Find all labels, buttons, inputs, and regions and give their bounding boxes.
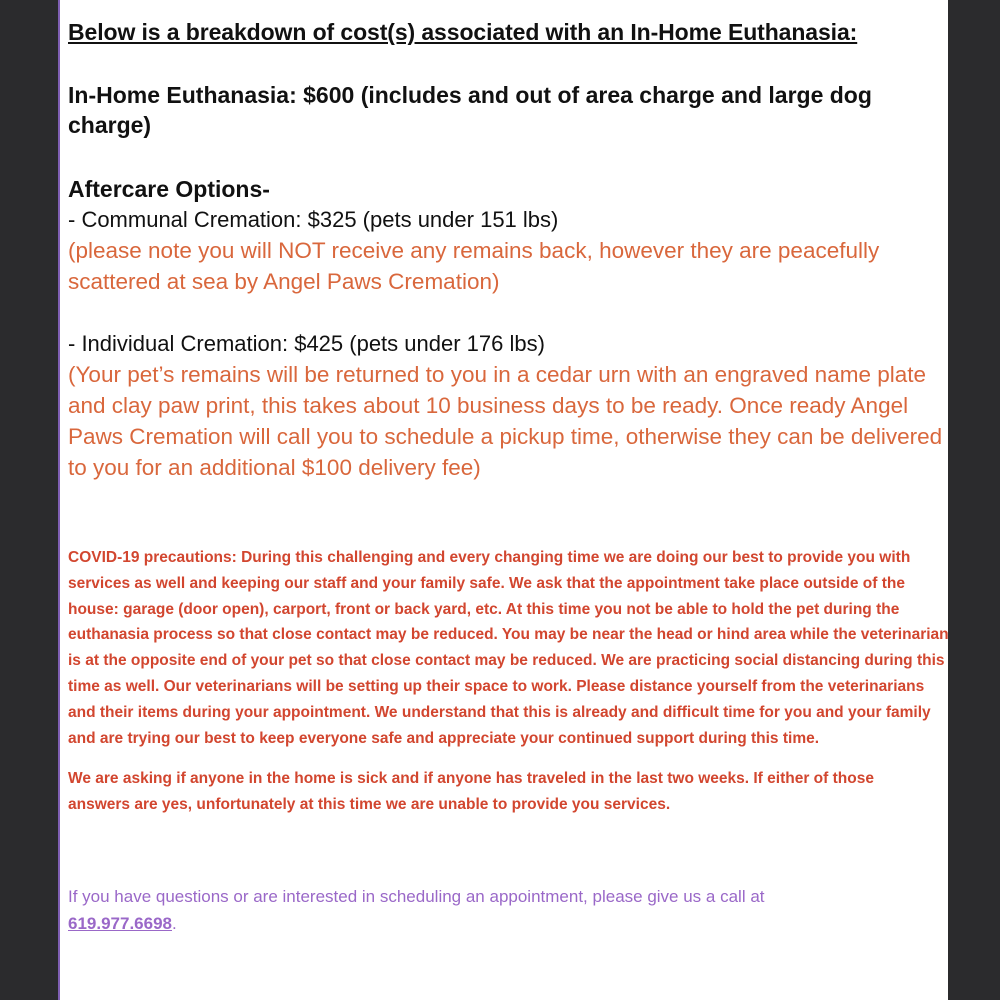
contact-paragraph	[68, 883, 848, 937]
aftercare-options-title: Aftercare Options-	[68, 176, 270, 202]
communal-cremation-line: - Communal Cremation: $325 (pets under 151 lbs)	[68, 207, 559, 232]
covid-precautions-paragraph: COVID-19 precautions: During this challenging and every changing time we are doing our best to provide you with services as well and keeping our staff and your family safe. We ask that the appointment take place outside of the house: garage (door open), carport, front or back yard, etc. At this time you not be able to hold the pet during the euthanasia process so that close contact may be reduced. You may be near the head or hind area while the veterinarian is at the opposite end of your pet so that close contact may be reduced. We are practicing social distancing during this time as well. Our veterinarians will be setting up their space to work. Please distance yourself from the veterinarians and their items during your appointment. We understand that this is already and difficult time for you and your family and are trying our best to keep everyone safe and appreciate your continued support during this time.	[68, 549, 949, 747]
individual-cremation-line: - Individual Cremation: $425 (pets under 176 lbs)	[68, 331, 545, 356]
cost-breakdown-heading: Below is a breakdown of cost(s) associated with an In-Home Euthanasia:	[68, 19, 858, 45]
euthanasia-price-line: In-Home Euthanasia: $600 (includes and out of area charge and large dog charge)	[68, 82, 872, 138]
sick-travel-paragraph: We are asking if anyone in the home is sick and if anyone has traveled in the last two weeks. If either of those answers are yes, unfortunately at this time we are unable to provide you services.	[68, 770, 874, 814]
document-content	[68, 17, 952, 937]
phone-link[interactable]: 619.977.6698	[68, 913, 172, 933]
contact-end: .	[172, 913, 177, 933]
document-page	[58, 0, 948, 1000]
communal-cremation-note: (please note you will NOT receive any remains back, however they are peacefully scattered at sea by Angel Paws Cremation)	[68, 238, 880, 294]
individual-cremation-note: (Your pet’s remains will be returned to you in a cedar urn with an engraved name plate and clay paw print, this takes about 10 business days to be ready. Once ready Angel Paws Cremation will call you to schedule a pickup time, otherwise they can be delivered to you for an additional $100 delivery fee)	[68, 362, 943, 480]
contact-text: If you have questions or are interested in scheduling an appointment, please give us a call at	[68, 886, 765, 906]
